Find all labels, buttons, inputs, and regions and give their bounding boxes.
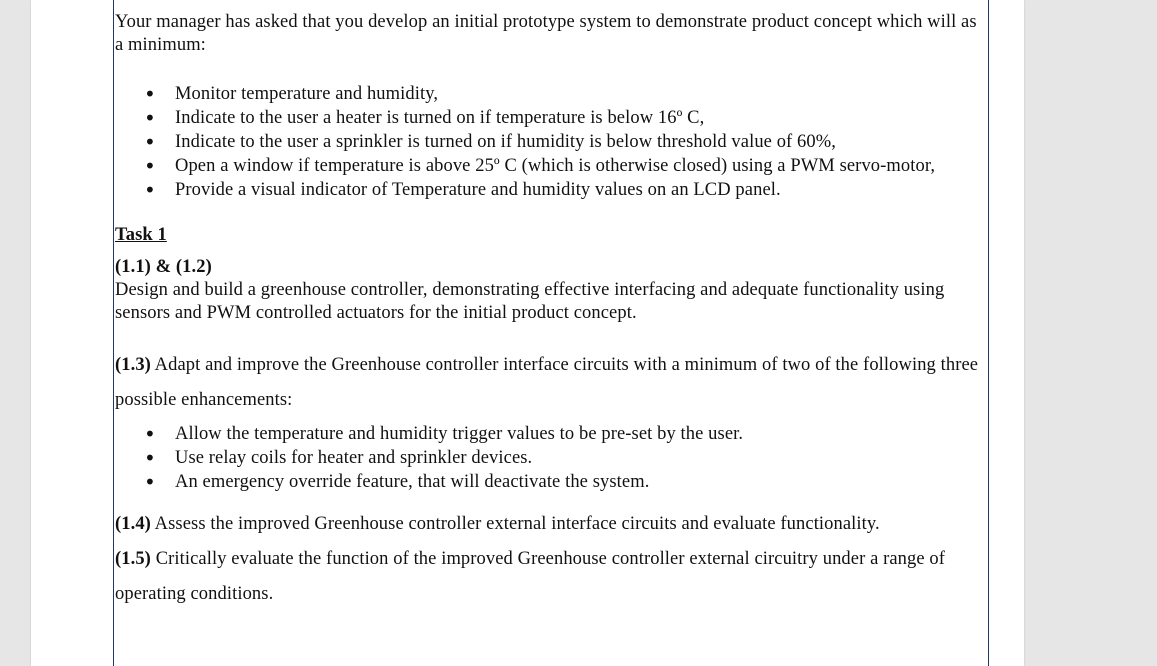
adapt-text: Adapt and improve the Greenhouse controller interface circuits with a minimum of two of the following three possible enhancements: (115, 355, 979, 410)
adapt-paragraph (115, 348, 985, 418)
enhancements-list (115, 422, 985, 494)
list-item: • Monitor temperature and humidity, (115, 82, 985, 106)
assess-label: (1.4) (115, 514, 151, 534)
adapt-label: (1.3) (115, 355, 151, 375)
list-item: • Indicate to the user a heater is turned on if temperature is below 16º C, (115, 106, 985, 130)
list-item: • Indicate to the user a sprinkler is turned on if humidity is below threshold value of 60%, (115, 130, 985, 154)
list-item: • Allow the temperature and humidity trigger values to be pre-set by the user. (115, 422, 985, 446)
task-heading: Task 1 (115, 225, 167, 245)
evaluate-text: Critically evaluate the function of the improved Greenhouse controller external circuitry under a range of operating conditions. (115, 549, 946, 604)
list-item: • An emergency override feature, that will deactivate the system. (115, 470, 985, 494)
intro-paragraph: Your manager has asked that you develop an initial prototype system to demonstrate product concept which will as a minimum: (115, 12, 977, 55)
list-item: • Use relay coils for heater and sprinkler devices. (115, 446, 985, 470)
list-item: • Provide a visual indicator of Temperature and humidity values on an LCD panel. (115, 178, 985, 202)
design-section (115, 256, 985, 325)
evaluate-paragraph (115, 542, 985, 612)
assess-text: Assess the improved Greenhouse controller external interface circuits and evaluate functionality. (154, 514, 880, 534)
document-body[interactable] (115, 11, 985, 612)
design-paragraph: Design and build a greenhouse controller, demonstrating effective interfacing and adequate functionality using sensors and PWM controlled actuators for the initial product concept. (115, 280, 945, 323)
sub-heading: (1.1) & (1.2) (115, 257, 212, 277)
requirements-list (115, 82, 985, 202)
assess-paragraph (115, 507, 985, 542)
list-item: • Open a window if temperature is above 25º C (which is otherwise closed) using a PWM servo-motor, (115, 154, 985, 178)
document-page (31, 0, 1024, 666)
evaluate-label: (1.5) (115, 549, 151, 569)
